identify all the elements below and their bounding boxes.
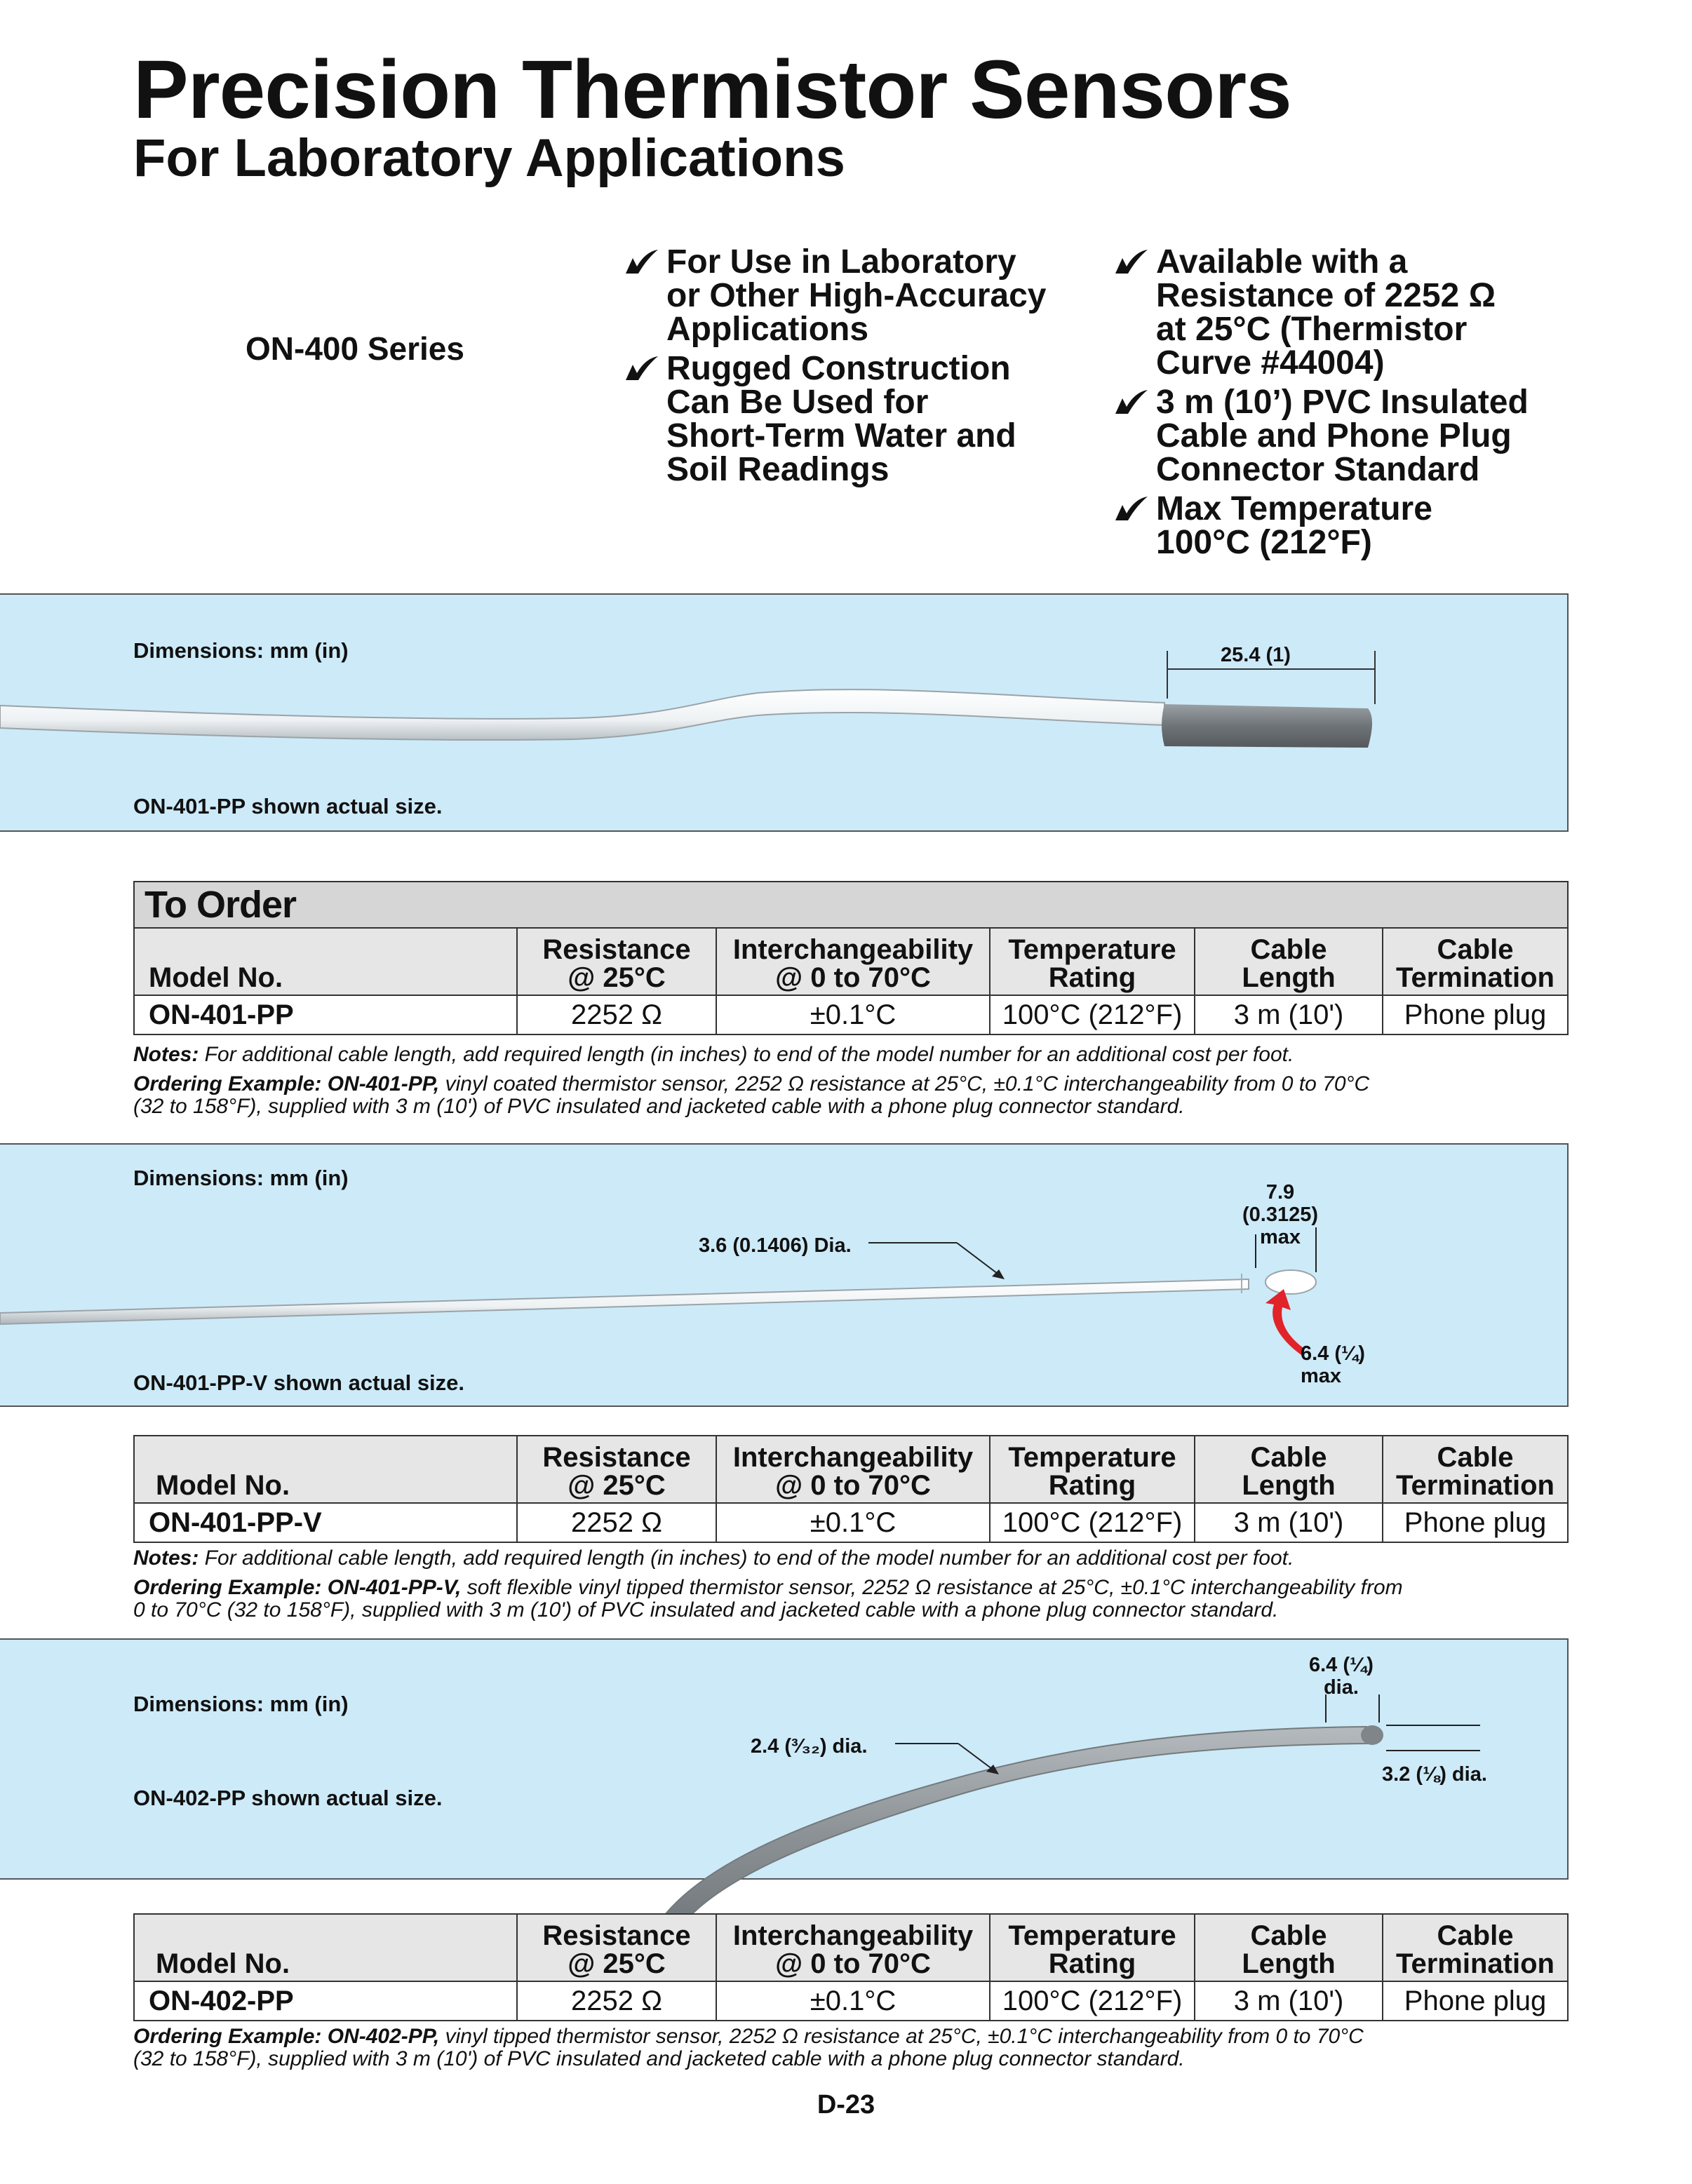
col-resistance: Resistance @ 25°C	[517, 1436, 716, 1503]
col-model: Model No.	[134, 928, 517, 995]
diagram-caption: ON-401-PP-V shown actual size.	[133, 1370, 465, 1395]
feature-line: at 25°C (Thermistor	[1156, 311, 1468, 348]
diagram-on-401-pp	[0, 593, 1569, 832]
diameter-label: 2.4 (³⁄₃₂) dia.	[751, 1735, 868, 1758]
page-number: D-23	[817, 2090, 875, 2119]
cell-cable-length: 3 m (10')	[1195, 995, 1383, 1034]
order-table-2	[133, 1435, 1569, 1543]
cell-resistance: 2252 Ω	[517, 1981, 716, 2021]
col-cable-length: Cable Length	[1195, 1436, 1383, 1503]
probe-drawing-on-402-pp	[0, 1638, 1569, 1940]
dimensions-label: Dimensions: mm (in)	[133, 638, 349, 663]
feature-line: Available with a	[1156, 243, 1408, 281]
check-icon	[623, 245, 659, 276]
to-order-heading: To Order	[134, 882, 1568, 928]
order-table-3	[133, 1913, 1569, 2021]
check-icon	[1113, 492, 1149, 523]
col-resistance: Resistance @ 25°C	[517, 928, 716, 995]
cell-cable-length: 3 m (10')	[1195, 1981, 1383, 2021]
ordering-example-2-cont: 0 to 70°C (32 to 158°F), supplied with 3 m (10') of PVC insulated and jacketed cable with a phone plug connector standard.	[133, 1598, 1279, 1622]
cell-resistance: 2252 Ω	[517, 995, 716, 1034]
col-interchangeability: Interchangeability @ 0 to 70°C	[716, 928, 990, 995]
cell-temperature: 100°C (212°F)	[990, 995, 1195, 1034]
check-icon	[1113, 386, 1149, 417]
cell-model: ON-401-PP	[134, 995, 517, 1034]
col-cable-termination: Cable Termination	[1383, 928, 1568, 995]
ordering-example-1-cont: (32 to 158°F), supplied with 3 m (10') of PVC insulated and jacketed cable with a phone plug connector standard.	[133, 1095, 1185, 1118]
feature-item	[1113, 492, 1576, 560]
series-label: ON-400 Series	[246, 330, 464, 367]
col-interchangeability: Interchangeability @ 0 to 70°C	[716, 1436, 990, 1503]
table-row	[134, 1981, 1568, 2021]
feature-line: For Use in Laboratory	[666, 243, 1016, 281]
cell-model: ON-401-PP-V	[134, 1503, 517, 1542]
diagram-on-401-pp-v	[0, 1143, 1569, 1407]
dimensions-label: Dimensions: mm (in)	[133, 1166, 349, 1190]
table-row	[134, 995, 1568, 1034]
col-model: Model No.	[134, 1436, 517, 1503]
feature-item	[1113, 386, 1576, 487]
col-cable-termination: Cable Termination	[1383, 1436, 1568, 1503]
feature-line: Max Temperature	[1156, 490, 1432, 527]
col-model: Model No.	[134, 1914, 517, 1981]
cell-interchangeability: ±0.1°C	[716, 1981, 990, 2021]
col-temperature: Temperature Rating	[990, 928, 1195, 995]
col-resistance: Resistance @ 25°C	[517, 1914, 716, 1981]
feature-line: Can Be Used for	[666, 384, 929, 421]
col-cable-length: Cable Length	[1195, 1914, 1383, 1981]
col-cable-termination: Cable Termination	[1383, 1914, 1568, 1981]
page-subtitle: For Laboratory Applications	[133, 128, 845, 188]
feature-list-left	[623, 245, 1072, 492]
cell-temperature: 100°C (212°F)	[990, 1503, 1195, 1542]
feature-line: Cable and Phone Plug	[1156, 417, 1512, 454]
ordering-example-3-cont: (32 to 158°F), supplied with 3 m (10') of PVC insulated and jacketed cable with a phone plug connector standard.	[133, 2047, 1185, 2070]
col-interchangeability: Interchangeability @ 0 to 70°C	[716, 1914, 990, 1981]
feature-line: 100°C (212°F)	[1156, 524, 1372, 561]
ordering-example-1: Ordering Example: ON-401-PP, vinyl coated thermistor sensor, 2252 Ω resistance at 25°C, ±0.1°C interchangeability from 0 to 70°C	[133, 1072, 1370, 1096]
feature-line: Resistance of 2252 Ω	[1156, 277, 1496, 314]
feature-line: or Other High-Accuracy	[666, 277, 1047, 314]
tip-length-label: 7.9 (0.3125) max	[1242, 1181, 1318, 1248]
cell-temperature: 100°C (212°F)	[990, 1981, 1195, 2021]
cell-cable-termination: Phone plug	[1383, 1981, 1568, 2021]
feature-line: Connector Standard	[1156, 451, 1480, 488]
col-temperature: Temperature Rating	[990, 1436, 1195, 1503]
feature-line: Applications	[666, 311, 869, 348]
tip-end-label: 3.2 (⅛) dia.	[1382, 1763, 1487, 1786]
cell-cable-termination: Phone plug	[1383, 1503, 1568, 1542]
notes-1: Notes: For additional cable length, add required length (in inches) to end of the model number for an additional cost per foot.	[133, 1043, 1294, 1066]
tip-diameter-label: 6.4 (¼) dia.	[1309, 1654, 1374, 1699]
feature-item	[623, 352, 1072, 487]
cell-model: ON-402-PP	[134, 1981, 517, 2021]
col-cable-length: Cable Length	[1195, 928, 1383, 995]
cell-cable-termination: Phone plug	[1383, 995, 1568, 1034]
feature-line: Short-Term Water and	[666, 417, 1016, 454]
cell-resistance: 2252 Ω	[517, 1503, 716, 1542]
check-icon	[623, 352, 659, 383]
notes-2: Notes: For additional cable length, add required length (in inches) to end of the model number for an additional cost per foot.	[133, 1546, 1294, 1570]
feature-line: Curve #44004)	[1156, 344, 1385, 382]
feature-line: Soil Readings	[666, 451, 889, 488]
tip-diameter-label: 6.4 (¼) max	[1301, 1342, 1365, 1387]
feature-item	[1113, 245, 1576, 380]
feature-line: Rugged Construction	[666, 350, 1011, 387]
length-label: 25.4 (1)	[1221, 644, 1291, 666]
diameter-label: 3.6 (0.1406) Dia.	[699, 1234, 852, 1257]
dimensions-label: Dimensions: mm (in)	[133, 1692, 349, 1716]
cell-interchangeability: ±0.1°C	[716, 1503, 990, 1542]
diagram-caption: ON-402-PP shown actual size.	[133, 1786, 443, 1810]
table-row	[134, 1503, 1568, 1542]
col-temperature: Temperature Rating	[990, 1914, 1195, 1981]
cell-cable-length: 3 m (10')	[1195, 1503, 1383, 1542]
feature-list-right	[1113, 245, 1576, 565]
check-icon	[1113, 245, 1149, 276]
ordering-example-3: Ordering Example: ON-402-PP, vinyl tipped thermistor sensor, 2252 Ω resistance at 25°C, ±0.1°C interchangeability from 0 to 70°C	[133, 2025, 1364, 2048]
page-title: Precision Thermistor Sensors	[133, 43, 1291, 136]
order-table-1	[133, 881, 1569, 1035]
feature-line: 3 m (10’) PVC Insulated	[1156, 384, 1529, 421]
feature-item	[623, 245, 1072, 346]
cell-interchangeability: ±0.1°C	[716, 995, 990, 1034]
ordering-example-2: Ordering Example: ON-401-PP-V, soft flexible vinyl tipped thermistor sensor, 2252 Ω resistance at 25°C, ±0.1°C interchangeability from	[133, 1576, 1403, 1599]
diagram-caption: ON-401-PP shown actual size.	[133, 794, 443, 818]
